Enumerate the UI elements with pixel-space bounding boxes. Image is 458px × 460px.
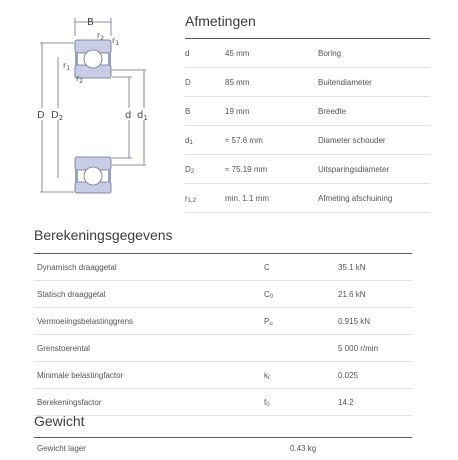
label-d2: $D_2$ bbox=[51, 110, 64, 122]
dimension-description: Diameter schouder bbox=[318, 136, 386, 145]
dimension-symbol: B bbox=[185, 107, 191, 116]
dimension-symbol: D bbox=[185, 78, 191, 87]
table-row bbox=[34, 362, 412, 389]
calc-label: Minimale belastingfactor bbox=[37, 371, 124, 380]
seal-bottom-left bbox=[75, 170, 78, 182]
ball-top bbox=[84, 50, 102, 68]
label-d1: $d_1$ bbox=[137, 110, 148, 122]
table-row bbox=[185, 68, 430, 97]
dimension-description: Afmeting afschuining bbox=[318, 194, 393, 203]
label-r2-top: $r_2$ bbox=[97, 31, 105, 42]
seal-top-left bbox=[75, 53, 78, 65]
weight-label: Gewicht lager bbox=[37, 444, 86, 453]
calc-label: Statisch draaggetal bbox=[37, 290, 106, 299]
dimension-description: Breedte bbox=[318, 107, 347, 116]
calc-value: 0.915 kN bbox=[338, 317, 371, 326]
dimension-symbol: $d_1$ bbox=[185, 136, 193, 146]
ball-bottom bbox=[84, 167, 102, 185]
label-r1-left: $r_1$ bbox=[63, 61, 71, 72]
calc-symbol: $f_0$ bbox=[264, 398, 270, 408]
dimension-value: 85 mm bbox=[225, 78, 250, 87]
table-row bbox=[34, 389, 412, 416]
label-r2-left: $r_2$ bbox=[76, 74, 84, 85]
calc-label: Vermoeiingsbelastinggrens bbox=[37, 317, 134, 326]
gewicht-table bbox=[34, 437, 412, 460]
dimension-symbol: $r_{1,2}$ bbox=[185, 194, 197, 204]
bearing-cross-section-diagram bbox=[30, 10, 160, 195]
seal-top-right bbox=[108, 53, 111, 65]
calc-value: 35.1 kN bbox=[338, 263, 366, 272]
dimension-description: Boring bbox=[318, 49, 342, 58]
berekeningsgegevens-table bbox=[34, 253, 412, 416]
dimension-value: 45 mm bbox=[225, 49, 250, 58]
table-row bbox=[34, 308, 412, 335]
calc-value: 5 000 r/min bbox=[338, 344, 379, 353]
label-b: B bbox=[87, 17, 94, 28]
label-outer-d: D bbox=[37, 110, 45, 121]
seal-bottom-right bbox=[108, 170, 111, 182]
table-row bbox=[185, 97, 430, 126]
dimension-symbol: $D_2$ bbox=[185, 165, 195, 175]
label-r1-top: $r_1$ bbox=[112, 36, 120, 47]
table-row bbox=[34, 438, 412, 460]
calc-symbol: $C_0$ bbox=[264, 290, 274, 300]
dimension-symbol: d bbox=[185, 49, 190, 58]
dimension-value: 19 mm bbox=[225, 107, 250, 116]
label-inner-d: d bbox=[125, 110, 132, 121]
table-row bbox=[185, 184, 430, 213]
calc-label: Grenstoerental bbox=[37, 344, 90, 353]
dimension-value: ≈ 75.19 mm bbox=[225, 165, 268, 174]
calc-symbol: $k_r$ bbox=[264, 371, 270, 381]
calc-value: 21.6 kN bbox=[338, 290, 366, 299]
gewicht-title: Gewicht bbox=[34, 413, 85, 429]
dimension-description: Buitendiameter bbox=[318, 78, 372, 87]
calc-label: Berekeningsfactor bbox=[37, 398, 102, 407]
dimension-value: ≈ 57.6 mm bbox=[225, 136, 263, 145]
table-row bbox=[34, 335, 412, 362]
calc-label: Dynamisch draaggetal bbox=[37, 263, 117, 272]
table-row bbox=[185, 126, 430, 155]
berekeningsgegevens-title: Berekeningsgegevens bbox=[34, 227, 173, 243]
calc-value: 0.025 bbox=[338, 371, 359, 380]
afmetingen-table bbox=[185, 38, 430, 213]
calc-symbol: $P_u$ bbox=[264, 317, 273, 327]
table-row bbox=[34, 281, 412, 308]
table-row bbox=[34, 254, 412, 281]
afmetingen-title: Afmetingen bbox=[185, 13, 256, 29]
table-row bbox=[185, 39, 430, 68]
table-row bbox=[185, 155, 430, 184]
bearing-bottom-section bbox=[75, 157, 111, 193]
calc-value: 14.2 bbox=[338, 398, 354, 407]
dimension-value: min. 1.1 mm bbox=[225, 194, 270, 203]
calc-symbol: C bbox=[264, 263, 270, 272]
weight-value: 0.43 kg bbox=[290, 444, 317, 453]
dimension-description: Uitsparingsdiameter bbox=[318, 165, 390, 174]
bearing-top-section bbox=[75, 40, 111, 78]
